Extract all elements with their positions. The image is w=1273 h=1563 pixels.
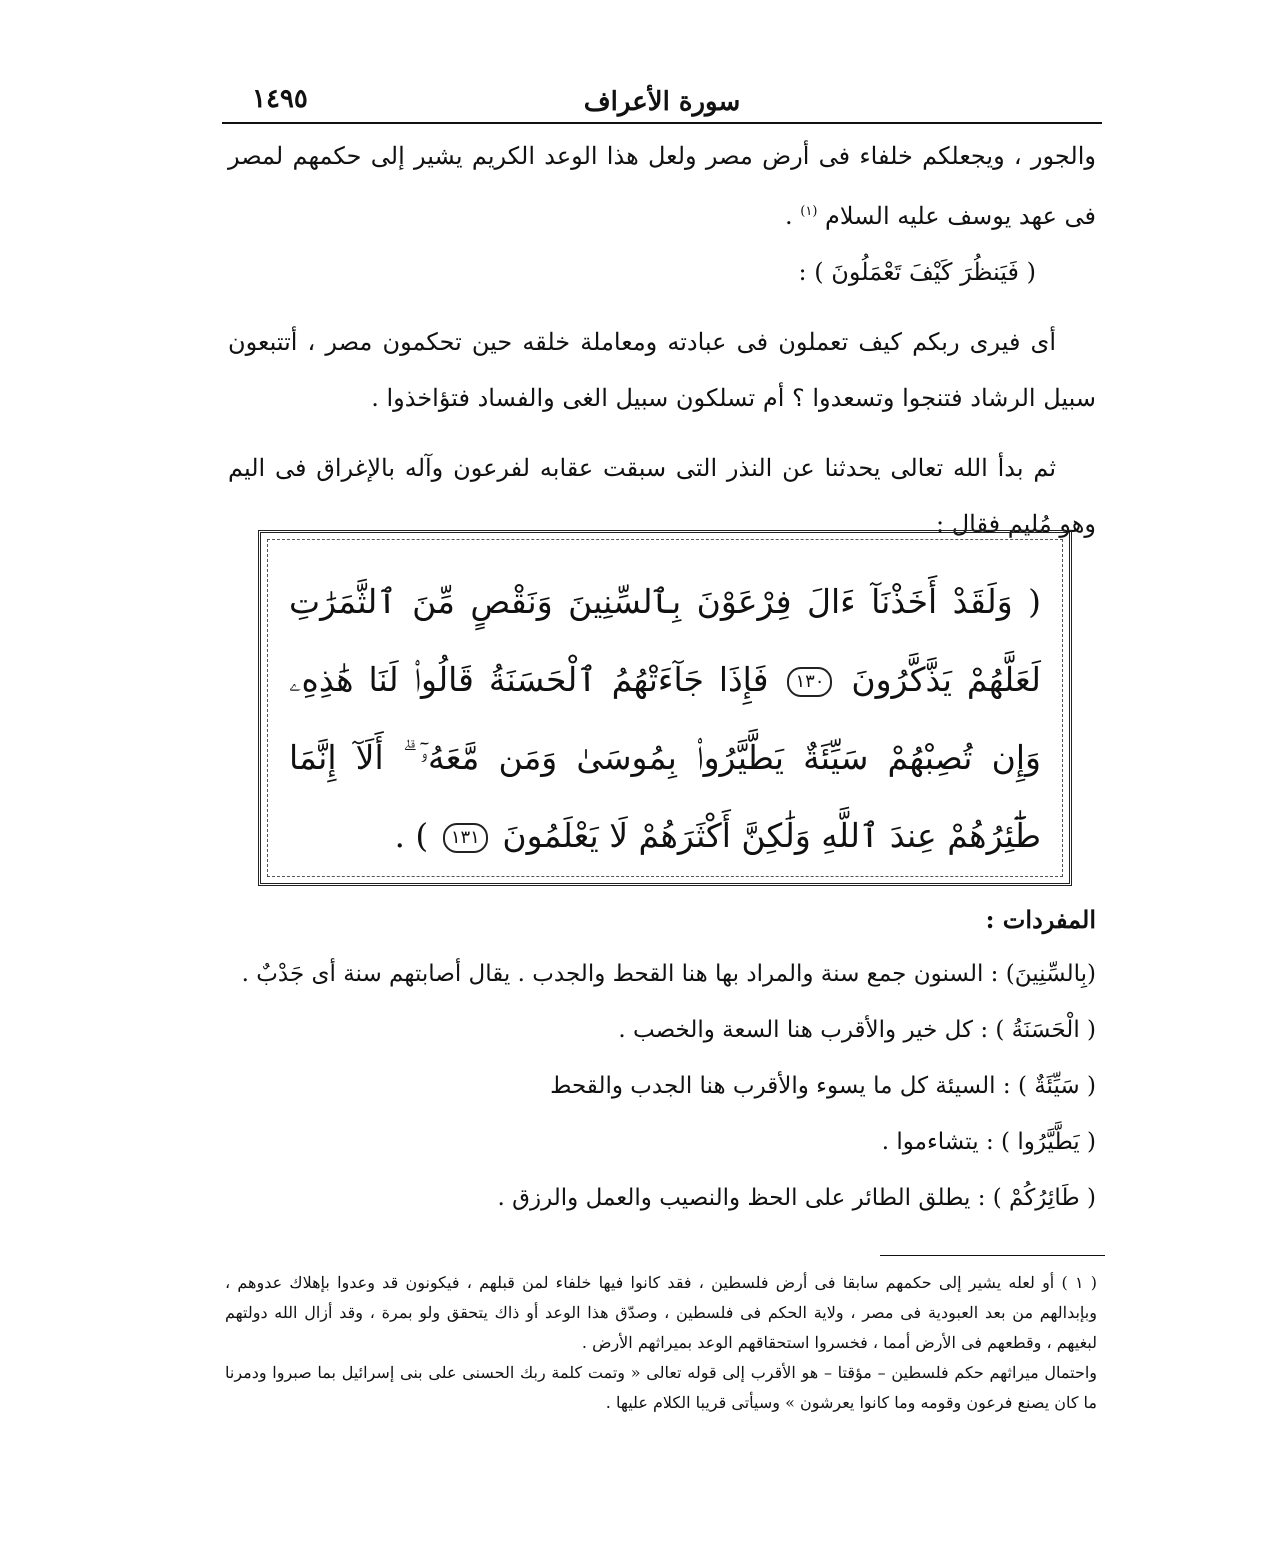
page-header [222, 82, 1102, 124]
footnote-divider [880, 1255, 1105, 1256]
page-title: سورة الأعراف [583, 87, 741, 117]
vocabulary-term: ( سَيِّئَةٌ ) [1017, 1073, 1096, 1099]
vocabulary-title: المفردات : [985, 905, 1096, 934]
verse-segment: فَإِذَا جَآءَتْهُمُ ٱلْحَسَنَةُ قَالُوا۟ لَنَا هَٰذِهِۦ وَإِن تُصِبْهُمْ سَيِّئَةٌ يَطَّيَّرُوا۟ بِمُوسَىٰ وَمَن مَّعَهُۥٓ ۗ أَلَآ إِنَّمَا طَٰٓئِرُهُمْ عِندَ ٱللَّهِ وَلَٰكِنَّ أَكْثَرَهُمْ لَا يَعْلَمُونَ [289, 660, 1041, 855]
vocabulary-definition: : السيئة كل ما يسوء والأقرب هنا الجدب والقحط [550, 1073, 1011, 1099]
footnote-reference: (١) [800, 204, 818, 219]
vocabulary-term: ( الْحَسَنَةُ ) [995, 1017, 1096, 1043]
vocabulary-term: ( طَائِرُكُمْ ) [992, 1185, 1096, 1211]
vocabulary-item [228, 1002, 1096, 1058]
vocabulary-definition: : يتشاءموا . [881, 1129, 994, 1155]
footnotes [225, 1268, 1097, 1418]
page-number: ١٤٩٥ [252, 84, 308, 114]
ayah-number-marker: ١٣٠ [787, 667, 832, 697]
paragraph-end: . [784, 202, 793, 230]
commentary-paragraph: أى فيرى ربكم كيف تعملون فى عبادته ومعاملة خلقه حين تحكمون مصر ، أتتبعون سبيل الرشاد فتنجوا وتسعدوا ؟ أم تسلكون سبيل الغى والفساد فتؤاخذوا . [228, 328, 1096, 412]
vocabulary-section [228, 905, 1096, 1226]
vocabulary-definition: : يطلق الطائر على الحظ والنصيب والعمل والرزق . [497, 1185, 986, 1211]
vocabulary-term: (بِالسِّنِينَ) [1005, 961, 1096, 987]
ayah-number-marker: ١٣١ [443, 823, 488, 853]
verse-heading: ( فَيَنظُرَ كَيْفَ تَعْمَلُونَ ) : [798, 258, 1036, 286]
commentary-paragraph [228, 128, 1096, 244]
footnote: ( ١ ) أو لعله يشير إلى حكمهم سابقا فى أرض فلسطين ، فقد كانوا فيها خلفاء لمن قبلهم ، فيكونون قد وعدوا بإهلاك عدوهم ، وبإبدالهم من بعد العبودية فى مصر ، ولاية الحكم فى فلسطين ، وصدّق هذا الوعد أو ذاك يتحقق ولو بمرة ، وقد أزال الله دولتهم لبغيهم ، وقطعهم فى الأرض أمما ، فخسروا استحقاقهم الوعد بميراثهم الأرض . [225, 1273, 1098, 1352]
footnote: واحتمال ميراثهم حكم فلسطين – مؤقتا – هو الأقرب إلى قوله تعالى « وتمت كلمة ربك الحسنى على بنى إسرائيل بما صبروا ودمرنا ما كان يصنع فرعون وقومه وما كانوا يعرشون » وسيأتى قريبا الكلام عليها . [225, 1363, 1097, 1412]
vocabulary-item [228, 946, 1096, 1002]
verse-segment: ( وَلَقَدْ أَخَذْنَآ ءَالَ فِرْعَوْنَ بِٱلسِّنِينَ وَنَقْصٍ مِّنَ ٱلثَّمَرَٰتِ لَعَلَّهُمْ يَذَّكَّرُونَ [289, 582, 1041, 699]
vocabulary-item [228, 1114, 1096, 1170]
quran-verse-box [258, 530, 1072, 886]
vocabulary-item [228, 1170, 1096, 1226]
verse-closing: ) . [394, 816, 429, 855]
vocabulary-definition: : السنون جمع سنة والمراد بها هنا القحط والجدب . يقال أصابتهم سنة أى جَدْبٌ . [241, 961, 999, 987]
vocabulary-term: ( يَطَّيَّرُوا ) [1001, 1129, 1096, 1155]
vocabulary-definition: : كل خير والأقرب هنا السعة والخصب . [618, 1017, 989, 1043]
commentary-paragraph: ثم بدأ الله تعالى يحدثنا عن النذر التى سبقت عقابه لفرعون وآله بالإغراق فى اليم وهو مُليم فقال : [228, 454, 1096, 538]
vocabulary-item [228, 1058, 1096, 1114]
commentary-text [228, 128, 1096, 552]
quran-verse-text [289, 563, 1041, 875]
paragraph-text: والجور ، ويجعلكم خلفاء فى أرض مصر ولعل هذا الوعد الكريم يشير إلى حكمهم لمصر فى عهد يوسف عليه السلام [228, 142, 1096, 230]
